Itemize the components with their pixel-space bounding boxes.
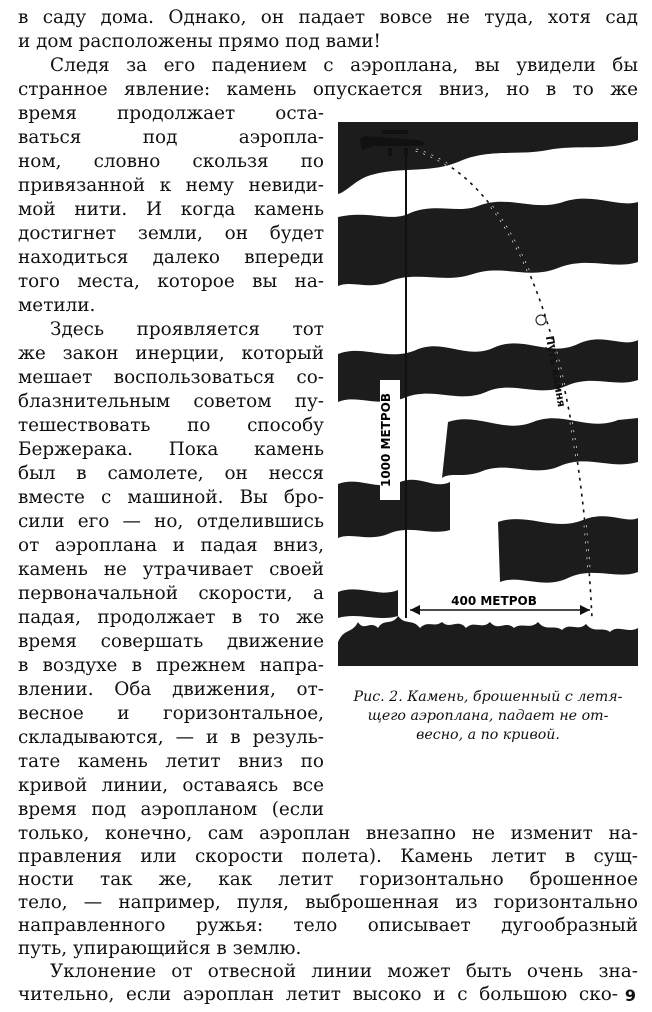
text-line: направленного ружья: тело описывает дугообразный [18,915,638,936]
curve-label: Путь камня [542,334,569,409]
page-number: 9 [624,986,636,1005]
text-line: падая, продолжает в то же [18,607,324,628]
text-line: Бержерака. Пока камень [18,439,324,460]
figure-illustration [338,122,638,666]
text-line: находиться далеко впереди [18,247,324,268]
figure-airplane-stone [338,122,638,666]
text-line: чительно, если аэроплан летит высоко и с большою ско- [18,984,618,1005]
text-line: время продолжает оста- [18,103,324,124]
text-line: первоначальной скорости, а [18,583,324,604]
height-label: 1000 МЕТРОВ [379,392,393,488]
text-line: достигнет земли, он будет [18,223,324,244]
text-line: метили. [18,295,96,316]
text-line: Уклонение от отвесной линии может быть очень зна- [50,961,638,982]
text-line: тешествовать по способу [18,415,324,436]
text-line: правления или скорости полета). Камень летит в сущ- [18,846,638,867]
distance-label: 400 МЕТРОВ [451,594,537,608]
text-line: только, конечно, сам аэроплан внезапно не изменит на- [18,823,638,844]
text-line: ности так же, как летит горизонтально брошенное [18,869,638,890]
text-line: мой нити. И когда камень [18,199,324,220]
text-line: ваться под аэропла- [18,127,324,148]
text-line: в воздухе в прежнем напра- [18,655,324,676]
text-line: складываются, — и в резуль- [18,727,324,748]
text-line: Следя за его падением с аэроплана, вы увидели бы [50,55,638,76]
caption-line: щего аэроплана, падает не от- [367,708,609,724]
text-line: от аэроплана и падая вниз, [18,535,324,556]
text-line: был в самолете, он несся [18,463,324,484]
text-line: время совершать движение [18,631,324,652]
text-line: в саду дома. Однако, он падает вовсе не туда, хотя сад [18,7,638,28]
text-line: же закон инерции, который [18,343,324,364]
text-line: вместе с машиной. Вы бро- [18,487,324,508]
text-line: сили его — но, отделившись [18,511,324,532]
caption-line: весно, а по кривой. [416,727,560,743]
text-line: привязанной к нему невиди- [18,175,324,196]
text-line: тате камень летит вниз по [18,751,324,772]
text-line: блазнительным советом пу- [18,391,324,412]
text-line: Здесь проявляется тот [50,319,324,340]
text-line: мешает воспользоваться со- [18,367,324,388]
text-line: и дом расположены прямо под вами! [18,31,381,52]
figure-caption [338,688,638,745]
text-line: путь, упирающийся в землю. [18,938,302,959]
text-line: время под аэропланом (если [18,799,324,820]
stone-marker [536,315,546,325]
caption-line: Рис. 2. Камень, брошенный с летя- [353,689,623,705]
text-line: ном, словно скользя по [18,151,324,172]
text-line: влении. Оба движения, от- [18,679,324,700]
text-line: кривой линии, оставаясь все [18,775,324,796]
text-line: странное явление: камень опускается вниз, но в то же [18,79,638,100]
text-line: камень не утрачивает своей [18,559,324,580]
text-line: весное и горизонтальное, [18,703,324,724]
text-line: того места, которое вы на- [18,271,324,292]
text-line: тело, — например, пуля, выброшенная из горизонтально [18,892,638,913]
